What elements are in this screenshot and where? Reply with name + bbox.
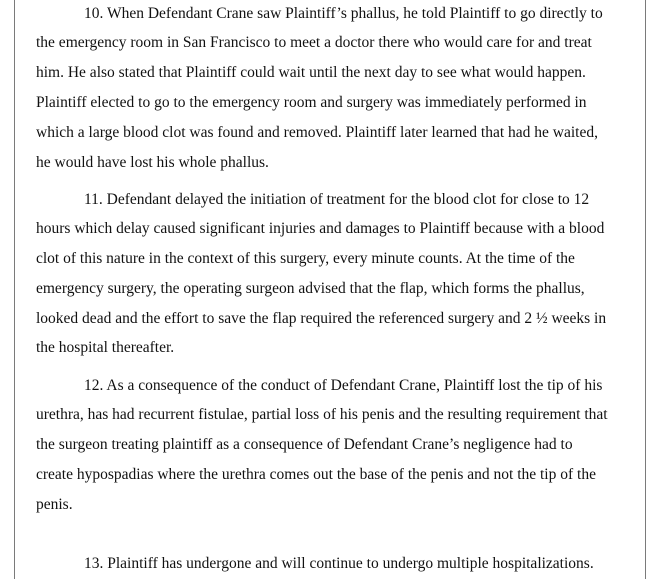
paragraph-11-line-4: emergency surgery, the operating surgeon advised that the flap, which forms the phallus,: [36, 280, 585, 297]
paragraph-10-line-1: 10. When Defendant Crane saw Plaintiff’s phallus, he told Plaintiff to go directly to: [84, 5, 603, 22]
paragraph-11-line-1: 11. Defendant delayed the initiation of treatment for the blood clot for close to 12: [84, 191, 590, 208]
paragraph-10-line-2: the emergency room in San Francisco to meet a doctor there who would care for and treat: [36, 34, 592, 51]
left-margin-rule: [14, 0, 15, 579]
paragraph-10-line-4: Plaintiff elected to go to the emergency room and surgery was immediately performed in: [36, 94, 587, 111]
paragraph-10-line-3: him. He also stated that Plaintiff could wait until the next day to see what would happen.: [36, 64, 586, 81]
right-margin-rule: [645, 0, 646, 579]
paragraph-10-line-5: which a large blood clot was found and removed. Plaintiff later learned that had he waited,: [36, 124, 598, 141]
paragraph-10-line-6: he would have lost his whole phallus.: [36, 154, 269, 171]
paragraph-12-line-5: penis.: [36, 496, 73, 513]
paragraph-13-line-1: 13. Plaintiff has undergone and will continue to undergo multiple hospitalizations.: [84, 555, 594, 572]
paragraph-11-line-6: the hospital thereafter.: [36, 339, 175, 356]
paragraph-12-line-1: 12. As a consequence of the conduct of Defendant Crane, Plaintiff lost the tip of his: [84, 377, 603, 394]
paragraph-11-line-3: clot of this nature in the context of this surgery, every minute counts. At the time of the: [36, 250, 575, 267]
paragraph-12-line-2: urethra, has had recurrent fistulae, partial loss of his penis and the resulting requirement that: [36, 406, 608, 423]
paragraph-12-line-4: create hypospadias where the urethra comes out the base of the penis and not the tip of the: [36, 466, 596, 483]
paragraph-12-line-3: the surgeon treating plaintiff as a consequence of Defendant Crane’s negligence had to: [36, 436, 573, 453]
paragraph-11-line-5: looked dead and the effort to save the flap required the referenced surgery and 2 ½ weeks in: [36, 310, 607, 327]
paragraph-11-line-2: hours which delay caused significant injuries and damages to Plaintiff because with a blood: [36, 220, 605, 237]
